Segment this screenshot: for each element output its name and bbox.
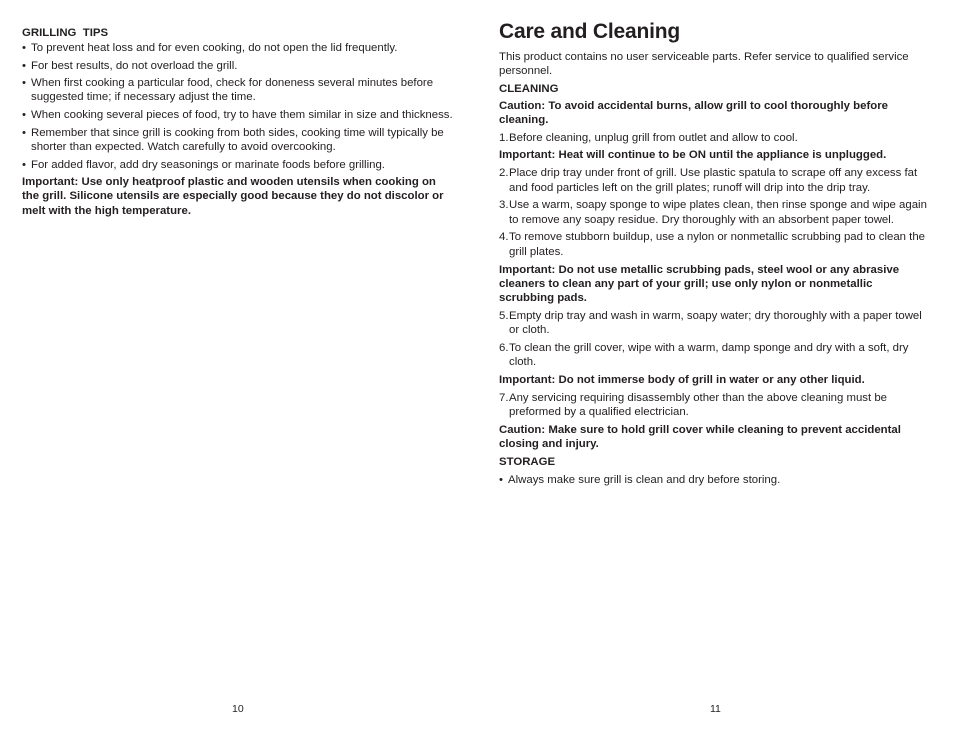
grilling-tips-heading: GRILLING TIPS [22,27,109,39]
step-text: To clean the grill cover, wipe with a warm, damp sponge and dry with a soft, dry cloth. [509,342,909,369]
tip-text: To prevent heat loss and for even cooking, do not open the lid frequently. [31,42,398,54]
caution-hold-cover: Caution: Make sure to hold grill cover while cleaning to prevent accidental closing and injury. [499,424,901,451]
step-number: 6. [499,342,509,355]
tip-item: • For added flavor, add dry seasonings or marinate foods before grilling. [22,158,385,171]
cleaning-step [499,166,929,195]
storage-item: • Always make sure grill is clean and dry before storing. [499,473,781,486]
left-page [22,0,454,738]
step-number: 1. [499,131,509,144]
step-text: Place drip tray under front of grill. Use plastic spatula to scrape off any excess fat and food particles left on the grill plates; runoff will drip into the drip tray. [509,167,918,194]
storage-text: Always make sure grill is clean and dry before storing. [508,473,781,486]
step-number: 2. [499,167,509,180]
important-no-immerse: Important: Do not immerse body of grill in water or any other liquid. [499,374,865,387]
step-text: Any servicing requiring disassembly other than the above cleaning must be preformed by a qualified electrician. [509,391,887,419]
cleaning-step [499,131,929,145]
tip-item: • For best results, do not overload the grill. [22,59,238,72]
cleaning-step [499,309,929,338]
step-number: 4. [499,231,509,244]
utensils-important-note: Important: Use only heatproof plastic and wooden utensils when cooking on the grill. Silicone utensils are especially good because they do not discolor or melt with the high temperature. [22,176,444,217]
cleaning-step [499,198,929,227]
step-number: 7. [499,391,509,404]
step-text: To remove stubborn buildup, use a nylon or nonmetallic scrubbing pad to clean the grill plates. [509,231,926,258]
grilling-tips-list [22,41,454,172]
step-text: Empty drip tray and wash in warm, soapy water; dry thoroughly with a paper towel or cloth. [509,309,922,337]
right-page [499,0,929,738]
grilling-tips-section [22,26,454,218]
important-no-metallic: Important: Do not use metallic scrubbing pads, steel wool or any abrasive cleaners to clean any part of your grill; use only nylon or nonmetallic scrubbing pads. [499,263,900,305]
tip-text: Remember that since grill is cooking from both sides, cooking time will typically be shorter than expected. Watch carefully to avoid overcooking. [31,126,444,153]
important-unplug: Important: Heat will continue to be ON until the appliance is unplugged. [499,149,887,162]
tip-text: When cooking several pieces of food, try to have them similar in size and thickness. [31,109,453,122]
tip-text: For best results, do not overload the grill. [31,59,238,72]
tip-item: • Remember that since grill is cooking from both sides, cooking time will typically be shorter than expected. Watch carefully to avoid overcooking. [22,126,444,153]
step-number: 3. [499,199,509,212]
step-text: Use a warm, soapy sponge to wipe plates clean, then rinse sponge and wipe again to remove any soapy residue. Dry thoroughly with an absorbent paper towel. [509,199,927,226]
caution-burns: Caution: To avoid accidental burns, allow grill to cool thoroughly before cleaning. [499,99,888,126]
cleaning-step [499,341,929,370]
cleaning-step [499,230,929,259]
tip-item: • When cooking several pieces of food, try to have them similar in size and thickness. [22,109,453,122]
page-number-right: 11 [710,703,721,715]
storage-list [499,473,929,487]
tip-item: • When first cooking a particular food, check for doneness several minutes before suggested time; if necessary adjust the time. [22,77,434,104]
page-number-left: 10 [232,703,244,715]
tip-text: When first cooking a particular food, check for doneness several minutes before suggested time; if necessary adjust the time. [31,77,434,104]
intro-text: This product contains no user serviceable parts. Refer service to qualified service personnel. [499,51,909,78]
cleaning-step [499,391,929,420]
page-title: Care and Cleaning [499,20,680,43]
tip-item: • To prevent heat loss and for even cooking, do not open the lid frequently. [22,42,398,54]
step-text: Before cleaning, unplug grill from outlet and allow to cool. [509,131,798,144]
step-number: 5. [499,309,509,322]
care-cleaning-section [499,20,929,487]
cleaning-heading: CLEANING [499,82,559,95]
storage-heading: STORAGE [499,456,556,469]
tip-text: For added flavor, add dry seasonings or marinate foods before grilling. [31,158,385,171]
